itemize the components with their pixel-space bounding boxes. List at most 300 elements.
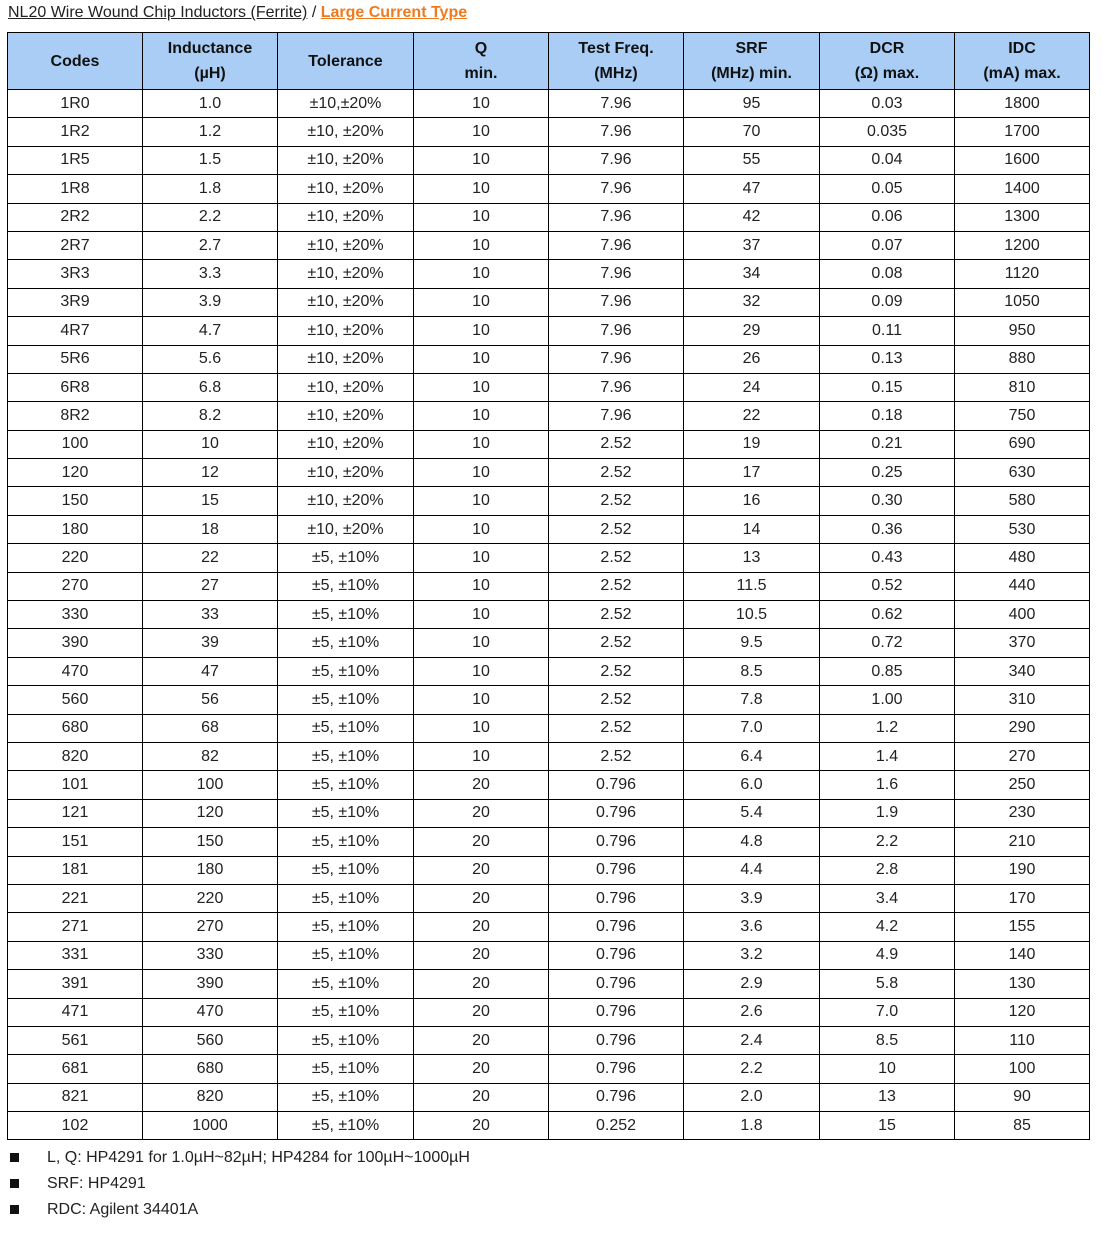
table-cell: 20 [414, 828, 549, 856]
table-cell: 1600 [955, 146, 1090, 174]
note-item [10, 1197, 470, 1223]
table-row [8, 459, 1090, 487]
table-cell: 100 [143, 771, 278, 799]
table-cell: 101 [8, 771, 143, 799]
table-cell: 0.43 [820, 544, 955, 572]
table-cell: 47 [143, 657, 278, 685]
column-header-label: Codes [50, 52, 100, 70]
table-cell: 580 [955, 487, 1090, 515]
table-cell: 2.52 [549, 544, 684, 572]
table-cell: 2.4 [684, 1026, 820, 1054]
table-cell: 0.07 [820, 231, 955, 259]
table-cell: ±5, ±10% [278, 1083, 414, 1111]
table-cell: 13 [684, 544, 820, 572]
table-cell: 3.9 [684, 884, 820, 912]
table-cell: 32 [684, 288, 820, 316]
table-cell: 5.4 [684, 799, 820, 827]
table-cell: 8.5 [820, 1026, 955, 1054]
table-cell: 20 [414, 771, 549, 799]
table-cell: 13 [820, 1083, 955, 1111]
column-header-label: SRF [735, 40, 768, 57]
table-cell: 22 [684, 402, 820, 430]
table-cell: 120 [143, 799, 278, 827]
table-cell: 10 [414, 657, 549, 685]
table-cell: 3R3 [8, 260, 143, 288]
table-cell: 340 [955, 657, 1090, 685]
table-cell: 10 [143, 430, 278, 458]
table-cell: 330 [8, 601, 143, 629]
column-header-label: IDC [1008, 40, 1036, 57]
table-cell: 15 [820, 1112, 955, 1140]
table-cell: 121 [8, 799, 143, 827]
table-row [8, 175, 1090, 203]
table-cell: 7.96 [549, 175, 684, 203]
table-cell: 18 [143, 515, 278, 543]
table-cell: 20 [414, 856, 549, 884]
table-cell: 100 [8, 430, 143, 458]
table-cell: 10 [414, 203, 549, 231]
table-cell: ±10, ±20% [278, 146, 414, 174]
table-cell: 1.00 [820, 686, 955, 714]
table-cell: 630 [955, 459, 1090, 487]
table-cell: 20 [414, 970, 549, 998]
table-row [8, 345, 1090, 373]
table-cell: 82 [143, 742, 278, 770]
table-cell: 0.796 [549, 856, 684, 884]
column-header-unit: (µH) [194, 65, 226, 82]
column-header [414, 33, 549, 90]
table-cell: 0.796 [549, 998, 684, 1026]
table-cell: 3.3 [143, 260, 278, 288]
table-cell: ±10, ±20% [278, 203, 414, 231]
table-cell: 2.2 [684, 1055, 820, 1083]
table-cell: 7.96 [549, 90, 684, 118]
table-row [8, 118, 1090, 146]
table-cell: 210 [955, 828, 1090, 856]
table-cell: 221 [8, 884, 143, 912]
table-cell: 151 [8, 828, 143, 856]
table-cell: 0.796 [549, 799, 684, 827]
table-row [8, 629, 1090, 657]
table-cell: 680 [8, 714, 143, 742]
note-item [10, 1171, 470, 1197]
table-cell: 4.7 [143, 317, 278, 345]
table-row [8, 970, 1090, 998]
table-cell: 270 [955, 742, 1090, 770]
column-header-label: Inductance [167, 40, 253, 57]
table-cell: 155 [955, 913, 1090, 941]
table-header-row [8, 33, 1090, 90]
table-row [8, 686, 1090, 714]
title-separator: / [307, 4, 321, 21]
table-cell: 0.04 [820, 146, 955, 174]
note-text: L, Q: HP4291 for 1.0µH~82µH; HP4284 for 100µH~1000µH [47, 1149, 470, 1166]
table-cell: 8.2 [143, 402, 278, 430]
table-cell: 561 [8, 1026, 143, 1054]
column-header-label: Test Freq. [578, 40, 654, 57]
table-cell: 4.9 [820, 941, 955, 969]
table-cell: 27 [143, 572, 278, 600]
column-header [278, 33, 414, 90]
table-cell: 2.2 [820, 828, 955, 856]
table-cell: 10 [414, 601, 549, 629]
table-cell: 14 [684, 515, 820, 543]
table-cell: 0.796 [549, 913, 684, 941]
table-cell: ±10, ±20% [278, 118, 414, 146]
table-cell: 10 [414, 515, 549, 543]
table-cell: 10 [414, 90, 549, 118]
table-cell: 10 [414, 146, 549, 174]
table-cell: 10 [414, 175, 549, 203]
table-row [8, 231, 1090, 259]
table-row [8, 799, 1090, 827]
table-cell: 0.796 [549, 970, 684, 998]
table-cell: 10 [414, 742, 549, 770]
table-row [8, 884, 1090, 912]
table-cell: 821 [8, 1083, 143, 1111]
table-cell: 8R2 [8, 402, 143, 430]
table-cell: 7.96 [549, 288, 684, 316]
column-header [8, 33, 143, 90]
table-cell: 181 [8, 856, 143, 884]
table-cell: 20 [414, 1083, 549, 1111]
table-cell: 0.08 [820, 260, 955, 288]
table-cell: 12 [143, 459, 278, 487]
table-cell: 0.18 [820, 402, 955, 430]
table-cell: 100 [955, 1055, 1090, 1083]
table-cell: 0.03 [820, 90, 955, 118]
table-cell: 0.796 [549, 1026, 684, 1054]
table-cell: 56 [143, 686, 278, 714]
table-cell: 130 [955, 970, 1090, 998]
table-cell: 2.52 [549, 714, 684, 742]
table-cell: 470 [8, 657, 143, 685]
table-row [8, 1112, 1090, 1140]
table-cell: 5R6 [8, 345, 143, 373]
table-cell: 6.8 [143, 373, 278, 401]
table-cell: 0.796 [549, 1083, 684, 1111]
table-cell: 820 [8, 742, 143, 770]
table-cell: 5.6 [143, 345, 278, 373]
table-cell: 7.0 [820, 998, 955, 1026]
table-cell: 2.52 [549, 686, 684, 714]
table-cell: ±10, ±20% [278, 515, 414, 543]
table-cell: 400 [955, 601, 1090, 629]
table-cell: ±5, ±10% [278, 799, 414, 827]
table-cell: 10 [414, 317, 549, 345]
table-cell: 820 [143, 1083, 278, 1111]
column-header-unit: (Ω) max. [854, 65, 920, 82]
table-cell: 1.8 [684, 1112, 820, 1140]
table-cell: 370 [955, 629, 1090, 657]
table-cell: 0.25 [820, 459, 955, 487]
table-cell: 2.52 [549, 629, 684, 657]
table-cell: 3.4 [820, 884, 955, 912]
table-cell: 2.7 [143, 231, 278, 259]
type-title-link[interactable]: Large Current Type [320, 4, 468, 21]
table-cell: ±10, ±20% [278, 288, 414, 316]
table-cell: 5.8 [820, 970, 955, 998]
table-cell: ±5, ±10% [278, 1055, 414, 1083]
table-row [8, 288, 1090, 316]
table-cell: 68 [143, 714, 278, 742]
notes-list [10, 1145, 470, 1223]
table-cell: 9.5 [684, 629, 820, 657]
table-cell: 170 [955, 884, 1090, 912]
column-header-unit: min. [464, 65, 498, 82]
table-cell: 681 [8, 1055, 143, 1083]
table-cell: 0.62 [820, 601, 955, 629]
table-cell: ±5, ±10% [278, 913, 414, 941]
table-cell: 3.2 [684, 941, 820, 969]
table-cell: 10 [414, 686, 549, 714]
table-cell: 2.52 [549, 515, 684, 543]
table-row [8, 317, 1090, 345]
table-cell: 20 [414, 913, 549, 941]
table-cell: 10 [414, 459, 549, 487]
table-cell: 8.5 [684, 657, 820, 685]
table-cell: 4R7 [8, 317, 143, 345]
table-cell: ±5, ±10% [278, 998, 414, 1026]
table-row [8, 714, 1090, 742]
table-body [8, 90, 1090, 1140]
table-cell: 470 [143, 998, 278, 1026]
table-cell: 1300 [955, 203, 1090, 231]
table-cell: 7.96 [549, 231, 684, 259]
table-cell: 680 [143, 1055, 278, 1083]
table-cell: 1700 [955, 118, 1090, 146]
table-cell: 0.252 [549, 1112, 684, 1140]
column-header-unit: (mA) max. [983, 65, 1061, 82]
table-cell: 6R8 [8, 373, 143, 401]
table-cell: 95 [684, 90, 820, 118]
table-cell: ±5, ±10% [278, 1112, 414, 1140]
table-cell: 29 [684, 317, 820, 345]
column-header [143, 33, 278, 90]
table-cell: 271 [8, 913, 143, 941]
table-cell: 20 [414, 1112, 549, 1140]
column-header [820, 33, 955, 90]
table-cell: 1050 [955, 288, 1090, 316]
table-cell: 150 [8, 487, 143, 515]
table-cell: 1.0 [143, 90, 278, 118]
table-cell: 26 [684, 345, 820, 373]
table-cell: ±5, ±10% [278, 629, 414, 657]
table-cell: 750 [955, 402, 1090, 430]
table-cell: 7.96 [549, 345, 684, 373]
table-cell: 220 [143, 884, 278, 912]
table-row [8, 203, 1090, 231]
table-cell: 0.13 [820, 345, 955, 373]
table-cell: 39 [143, 629, 278, 657]
table-cell: 1.5 [143, 146, 278, 174]
table-cell: 220 [8, 544, 143, 572]
table-cell: 7.8 [684, 686, 820, 714]
table-row [8, 856, 1090, 884]
square-bullet-icon [10, 1179, 19, 1188]
table-cell: 0.05 [820, 175, 955, 203]
table-cell: ±5, ±10% [278, 970, 414, 998]
table-cell: 0.21 [820, 430, 955, 458]
table-cell: 90 [955, 1083, 1090, 1111]
table-cell: 20 [414, 1055, 549, 1083]
table-cell: 10 [820, 1055, 955, 1083]
table-cell: 2.8 [820, 856, 955, 884]
table-cell: ±10,±20% [278, 90, 414, 118]
table-cell: 391 [8, 970, 143, 998]
table-cell: 0.72 [820, 629, 955, 657]
table-cell: ±10, ±20% [278, 317, 414, 345]
column-header-unit: (MHz) [594, 65, 638, 82]
table-row [8, 146, 1090, 174]
column-header [955, 33, 1090, 90]
table-cell: 270 [8, 572, 143, 600]
table-cell: 0.796 [549, 941, 684, 969]
table-cell: ±10, ±20% [278, 373, 414, 401]
table-cell: 2.52 [549, 601, 684, 629]
table-cell: 3.6 [684, 913, 820, 941]
table-row [8, 572, 1090, 600]
table-cell: ±5, ±10% [278, 856, 414, 884]
table-row [8, 941, 1090, 969]
table-cell: 1R8 [8, 175, 143, 203]
table-cell: 2.52 [549, 459, 684, 487]
table-cell: 2.2 [143, 203, 278, 231]
table-cell: 0.52 [820, 572, 955, 600]
table-row [8, 771, 1090, 799]
table-cell: 471 [8, 998, 143, 1026]
table-cell: 3R9 [8, 288, 143, 316]
table-cell: 0.36 [820, 515, 955, 543]
table-row [8, 90, 1090, 118]
table-cell: 2.52 [549, 572, 684, 600]
table-cell: 950 [955, 317, 1090, 345]
table-cell: 390 [8, 629, 143, 657]
table-cell: 2.9 [684, 970, 820, 998]
table-cell: ±5, ±10% [278, 601, 414, 629]
table-cell: 34 [684, 260, 820, 288]
table-cell: 2.6 [684, 998, 820, 1026]
table-cell: 55 [684, 146, 820, 174]
table-cell: 2.0 [684, 1083, 820, 1111]
table-cell: 440 [955, 572, 1090, 600]
table-cell: 10 [414, 231, 549, 259]
table-cell: 10.5 [684, 601, 820, 629]
table-cell: 1120 [955, 260, 1090, 288]
table-cell: ±10, ±20% [278, 487, 414, 515]
table-cell: 270 [143, 913, 278, 941]
table-cell: 0.30 [820, 487, 955, 515]
table-cell: 560 [8, 686, 143, 714]
table-cell: 20 [414, 1026, 549, 1054]
table-cell: 1R5 [8, 146, 143, 174]
table-cell: 330 [143, 941, 278, 969]
table-cell: ±10, ±20% [278, 175, 414, 203]
table-cell: 20 [414, 941, 549, 969]
table-cell: ±10, ±20% [278, 231, 414, 259]
table-cell: 0.11 [820, 317, 955, 345]
column-header-unit: (MHz) min. [711, 65, 792, 82]
table-cell: 10 [414, 260, 549, 288]
table-cell: 10 [414, 402, 549, 430]
table-cell: 0.035 [820, 118, 955, 146]
note-text: RDC: Agilent 34401A [47, 1201, 199, 1218]
table-cell: ±10, ±20% [278, 260, 414, 288]
table-cell: 230 [955, 799, 1090, 827]
table-cell: ±5, ±10% [278, 771, 414, 799]
table-cell: 70 [684, 118, 820, 146]
table-cell: 110 [955, 1026, 1090, 1054]
table-cell: 10 [414, 572, 549, 600]
table-cell: 310 [955, 686, 1090, 714]
table-cell: 10 [414, 345, 549, 373]
table-cell: 2.52 [549, 430, 684, 458]
table-cell: 7.96 [549, 260, 684, 288]
table-cell: 331 [8, 941, 143, 969]
column-header [549, 33, 684, 90]
table-cell: 7.96 [549, 373, 684, 401]
column-header-label: Q [474, 40, 488, 57]
table-cell: 120 [955, 998, 1090, 1026]
table-cell: 10 [414, 629, 549, 657]
table-cell: 2.52 [549, 657, 684, 685]
table-cell: 20 [414, 884, 549, 912]
table-cell: ±5, ±10% [278, 544, 414, 572]
table-cell: 180 [143, 856, 278, 884]
table-cell: 3.9 [143, 288, 278, 316]
table-cell: 1000 [143, 1112, 278, 1140]
series-title-link[interactable]: NL20 Wire Wound Chip Inductors (Ferrite) [8, 4, 308, 21]
table-cell: 1200 [955, 231, 1090, 259]
table-row [8, 373, 1090, 401]
table-cell: 10 [414, 118, 549, 146]
table-cell: 1400 [955, 175, 1090, 203]
spec-table [7, 32, 1090, 1140]
column-header [684, 33, 820, 90]
table-cell: 4.8 [684, 828, 820, 856]
table-cell: 180 [8, 515, 143, 543]
table-header [8, 33, 1090, 90]
table-cell: 10 [414, 487, 549, 515]
table-row [8, 430, 1090, 458]
table-cell: 16 [684, 487, 820, 515]
table-cell: 85 [955, 1112, 1090, 1140]
table-cell: 2R7 [8, 231, 143, 259]
table-cell: 4.4 [684, 856, 820, 884]
table-cell: 530 [955, 515, 1090, 543]
table-cell: 7.96 [549, 317, 684, 345]
table-row [8, 1026, 1090, 1054]
table-cell: 690 [955, 430, 1090, 458]
table-cell: 1.8 [143, 175, 278, 203]
table-cell: 2R2 [8, 203, 143, 231]
table-cell: 140 [955, 941, 1090, 969]
table-row [8, 657, 1090, 685]
table-cell: 7.96 [549, 402, 684, 430]
table-row [8, 828, 1090, 856]
table-cell: 7.96 [549, 146, 684, 174]
table-cell: 7.96 [549, 118, 684, 146]
table-cell: 7.96 [549, 203, 684, 231]
table-cell: ±5, ±10% [278, 714, 414, 742]
table-cell: 190 [955, 856, 1090, 884]
table-cell: ±10, ±20% [278, 430, 414, 458]
table-row [8, 913, 1090, 941]
table-cell: 0.796 [549, 771, 684, 799]
table-cell: ±5, ±10% [278, 657, 414, 685]
table-cell: 17 [684, 459, 820, 487]
table-cell: 1R2 [8, 118, 143, 146]
